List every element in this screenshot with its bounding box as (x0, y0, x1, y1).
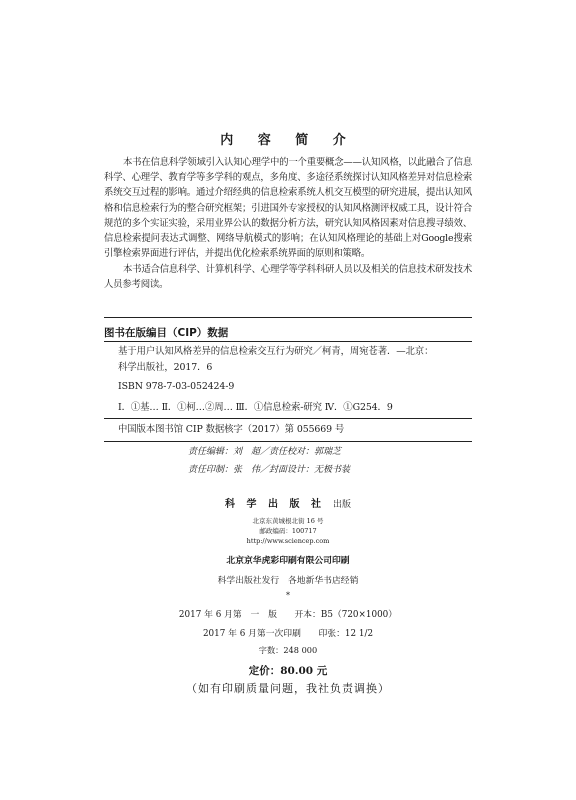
cip-heading: 图书在版编目（CIP）数据 (104, 327, 229, 339)
cip-publisher-line: 科学出版社，2017．6 (118, 362, 213, 373)
word-count: 字数：248 000 (258, 645, 318, 655)
edition-info: 2017 年 6 月第 一 版 开本：B5（720×1000） (178, 610, 398, 620)
publisher-suffix: 出版 (332, 500, 351, 510)
publisher-name: 科 学 出 版 社 (225, 499, 325, 510)
publisher (0, 495, 576, 510)
summary-paragraph-2: 本书适合信息科学、计算机科学、心理学等学科科研人员以及相关的信息技术研发技术人员参考阅读。 (104, 264, 472, 291)
separator-star: * (286, 591, 290, 600)
cip-record-number: 中国版本图书馆 CIP 数据核字（2017）第 055669 号 (118, 424, 345, 435)
divider-cip (104, 341, 472, 342)
divider-classification (104, 418, 472, 419)
publisher-postcode: 邮政编码：100717 (259, 527, 317, 535)
cip-classification: Ⅰ．①基… Ⅱ．①柯…②周… Ⅲ．①信息检索-研究 Ⅳ．①G254．9 (118, 402, 393, 413)
divider-top (104, 317, 472, 318)
editors-credit: 责任编辑：刘 超／责任校对：郭瑞芝 (188, 447, 342, 457)
summary-paragraph-1: 本书在信息科学领域引入认知心理学中的一个重要概念——认知风格，以此融合了信息科学、心理学、教育学等多学科的观点，多角度、多途径系统探讨认知风格差异对信息检索系统交互过程的影响。通过介绍经典的信息检索系统人机交互模型的研究进展，提出认知风格和信息检索行为的整合研究框架；引进国外专家授权的认知风格测评权威工具，设计符合规范的多个实证实验，采用业界公认的数据分析方法，研究认知风格因素对信息搜寻绩效、信息检索提问表达式调整、网络导航模式的影响；在认知风格理论的基础上对Google搜索引擎检索界面进行评估，并提出优化检索系统界面的原则和策略。 (104, 157, 472, 260)
cip-isbn: ISBN 978-7-03-052424-9 (118, 381, 235, 392)
printer: 北京京华虎彩印刷有限公司印刷 (226, 556, 350, 566)
distribution: 科学出版社发行 各地新华书店经销 (217, 576, 359, 586)
divider-bottom (104, 441, 472, 442)
price: 定价：80.00 元 (248, 665, 328, 677)
printing-info: 2017 年 6 月第一次印刷 印张：12 1/2 (202, 629, 374, 639)
quality-notice: （如有印刷质量问题，我社负责调换） (186, 682, 390, 695)
publisher-url: http://www.sciencep.com (246, 537, 330, 545)
production-credit: 责任印制：张 伟／封面设计：无极书装 (188, 465, 351, 475)
publisher-address: 北京东黄城根北街 16 号 (252, 517, 324, 525)
cip-title-line: 基于用户认知风格差异的信息检索交互行为研究／柯青，周宛苍著．—北京： (118, 346, 434, 357)
summary-title: 内 容 简 介 (220, 133, 356, 148)
